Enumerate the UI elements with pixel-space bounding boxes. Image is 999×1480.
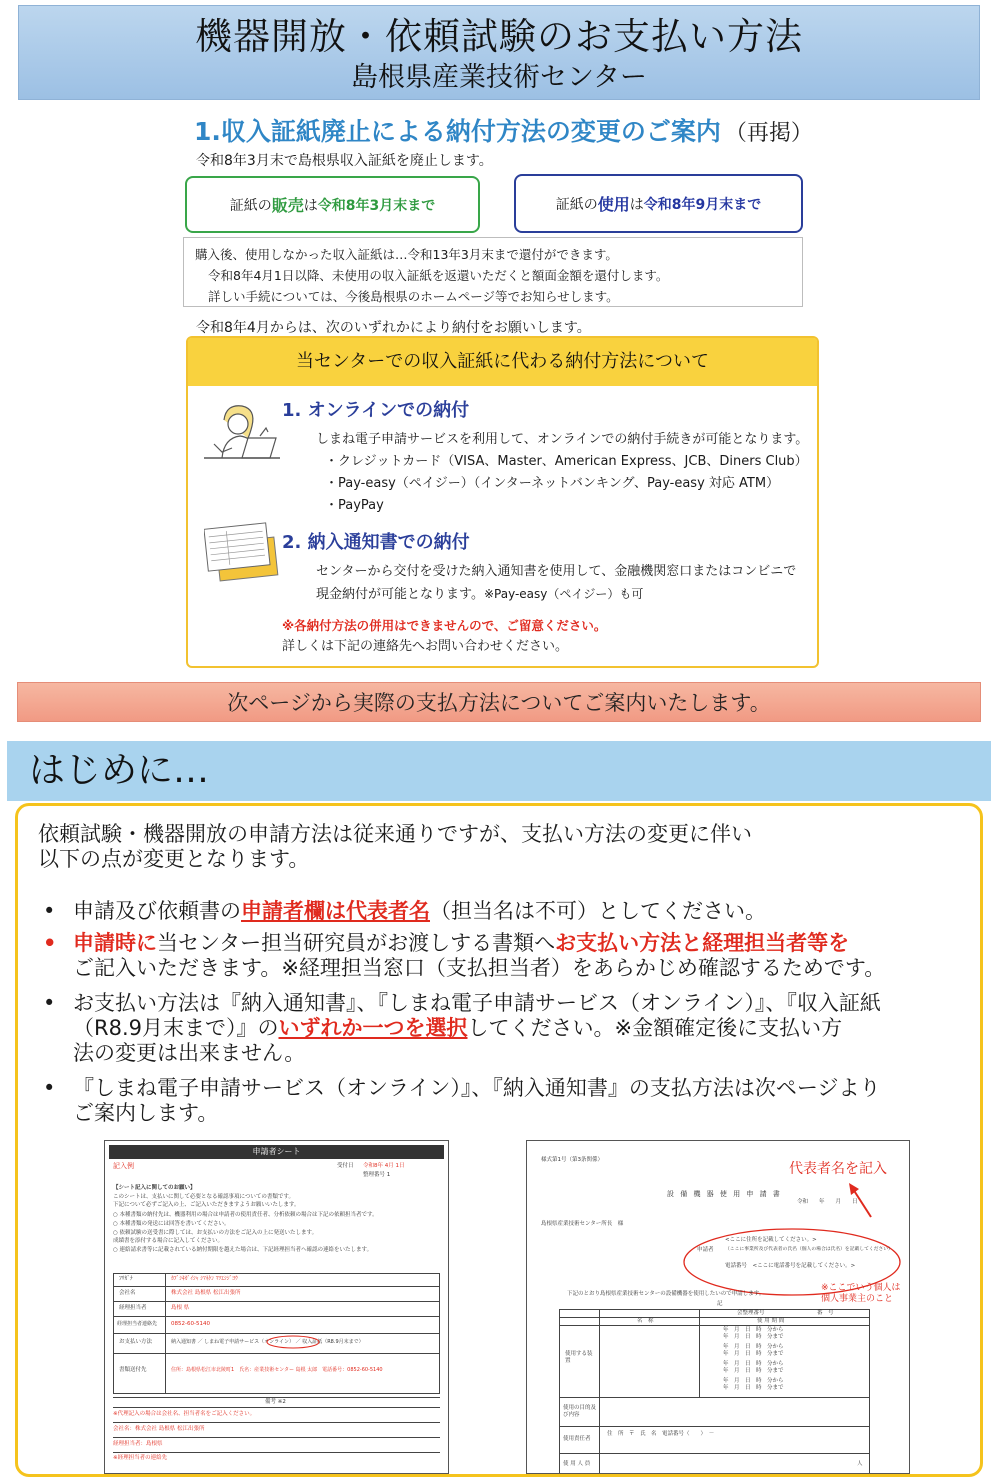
form-doc-title: 設 備 機 器 使 用 申 請 書 (667, 1190, 782, 1198)
combination-warning: ※各納付方法の併用はできませんので、ご留意ください。 (282, 618, 607, 633)
form-footnote: ※経理担当者の連絡先 (113, 1455, 168, 1461)
form-row-value: 0852-60-5140 (171, 1321, 210, 1327)
applicant-label: 申請者 (697, 1247, 714, 1253)
online-method-line: ・クレジットカード（VISA、Master、American Express、JCB、Diners Club） (325, 454, 808, 469)
refund-info-box (183, 237, 803, 307)
form-row-label: 書類送付先 (119, 1367, 147, 1373)
bullet-item: • お支払い方法は『納入通知書』、『しまね電子申請サービス（オンライン）』、『収入証紙 （R8.9月末まで）』のいずれか一つを選択してください。※金額確定後に支払い方 法の変更は出来ません。 (43, 991, 881, 1065)
section1-title-suffix: （再掲） (724, 121, 813, 146)
form-row-label: お支払い方法 (119, 1339, 153, 1345)
bullet-item: • 『しまね電子申請サービス（オンライン）』、『納入通知書』の支払方法は次ページより ご案内します。 (43, 1076, 881, 1125)
receipt-date: 令和8年 4月 1日 (363, 1163, 405, 1169)
bullet-dot: • (43, 931, 57, 955)
online-method-line: ・Pay-easy（ペイジー）（インターネットバンキング、Pay-easy 対応 ATM） (325, 476, 780, 491)
sheet-note-title: 【シート記入に関してのお願い】 (113, 1185, 196, 1191)
sheet-note: ○ 本種書類の納付先は、機器利用の場合は申請者の使用責任者、分析依頼の場合は下記の依頼担当者です。 (113, 1212, 378, 1218)
form-row-label: 経理担当者連絡先 (117, 1321, 158, 1327)
form-footnote: 経理担当者：島根県 (113, 1441, 163, 1447)
section1-intro: 令和8年3月末で島根県収入証紙を廃止します。 (196, 153, 493, 169)
applicant-sheet-sample (104, 1140, 449, 1474)
form-ki: 記 (717, 1301, 723, 1307)
section1-title: 1.収入証紙廃止による納付方法の変更のご案内 （再掲） (194, 117, 813, 146)
tel-placeholder: 電話番号 <ここに電話番号を記載してください。> (725, 1263, 856, 1269)
col-number: 番 号 (817, 1310, 834, 1316)
sheet-note: 成績書を添付する場合に記入してください。 (113, 1238, 224, 1244)
online-method-title: 1. オンラインでの納付 (282, 400, 470, 421)
address-placeholder: <ここに住所を記載してください。> (725, 1237, 817, 1243)
form-addressee: 島根県産業技術センター所長 様 (541, 1221, 624, 1227)
form-row-label: 経理担当者 (119, 1305, 147, 1311)
intro-lead: 以下の点が変更となります。 (38, 847, 310, 871)
contact-text: 詳しくは下記の連絡先へお問い合わせください。 (282, 639, 569, 654)
period-row: 年 月 日 時 分から (723, 1344, 784, 1350)
sheet-note: ○ 連絡請求書等に記載されている納付期限を越えた場合は、下記経理担当者へ確認の連絡をいたします。 (113, 1247, 373, 1253)
online-method-line: ・PayPay (325, 498, 384, 513)
period-row: 年 月 日 時 分まで (723, 1385, 784, 1391)
equipment-application-sample (526, 1140, 910, 1474)
form-doc-number: 様式第1号（第3条関係） (541, 1157, 603, 1163)
notice-method-line: 現金納付が可能となります。※Pay-easy（ペイジー）も可 (316, 587, 644, 602)
manager-fields: 住 所 〒 氏 名 電話番号（ ） － (607, 1431, 715, 1437)
reference-number: 整理番号 1 (363, 1172, 391, 1178)
purpose-label: 使用の目的及び内容 (563, 1405, 597, 1418)
payment-methods-box (186, 336, 819, 668)
form-row-value: 株式会社 島根県 松江出張所 (171, 1290, 241, 1296)
period-row: 年 月 日 時 分から (723, 1378, 784, 1384)
refund-line: 詳しい手続については、今後島根県のホームページ等でお知らせします。 (208, 289, 619, 304)
sheet-note: このシートは、支払いに関して必要となる確認事項についての書類です。 (113, 1194, 294, 1200)
sheet-note: ○ 依頼試験の送受書に際しては、お支払いの方法をご記入の上に発送いたします。 (113, 1230, 318, 1236)
bullet-item: • 申請時に当センター担当研究員がお渡しする書類へお支払い方法と経理担当者等を ご記入いただきます。※経理担当窓口（支払担当者）をあらかじめ確認するためです。 (43, 931, 886, 980)
notice-method-line: センターから交付を受けた納入通知書を使用して、金融機関窓口またはコンビニで (316, 564, 797, 579)
bullet-dot: • (43, 899, 56, 923)
form-footnote: ※代理記入の場合は会社名、担当者名をご記入ください。 (113, 1411, 256, 1417)
form-date-line: 令和 年 月 日 (797, 1199, 858, 1205)
manager-label: 使用責任者 (563, 1436, 591, 1442)
form-footnote: 会社名：株式会社 島根県 松江出張所 (113, 1426, 205, 1432)
header-band (18, 5, 980, 100)
example-label: 記入例 (113, 1162, 134, 1170)
payment-slip-icon (204, 522, 280, 582)
applicant-sheet-title: 申請者シート (109, 1145, 444, 1159)
laptop-person-icon (202, 400, 282, 464)
receipt-date-label: 受付日 (337, 1163, 354, 1169)
selected-method-circle (265, 1334, 321, 1350)
callout-representative: 代表者名を記入 (789, 1161, 887, 1177)
bullet-dot: • (43, 991, 56, 1015)
form-row-value: 島根 県 (171, 1305, 190, 1311)
form-row-value: ｶﾌﾞｼｷｶﾞｲｼｬ ｼﾏﾈｹﾝ ﾏﾂｴｼｼﾞﾖｳ (171, 1276, 238, 1282)
form-body-text: 下記のとおり島根県産業技術センターの設備機器を使用したいので申請します。 (567, 1291, 765, 1297)
col-reg: 会整理番号 (737, 1310, 765, 1316)
form-row-value: 納入通知書 ／ しまね電子申請サービス（オンライン） ／ 収入証紙（R8.9月末まで） (171, 1339, 364, 1345)
bullet-item: • 申請及び依頼書の申請者欄は代表者名（担当名は不可）としてください。 (43, 899, 766, 923)
intro-band (7, 741, 991, 801)
payment-methods-heading: 当センターでの収入証紙に代わる納付方法について (188, 338, 817, 386)
callout-arrow-icon (845, 1181, 875, 1221)
period-row: 年 月 日 時 分から (723, 1361, 784, 1367)
period-row: 年 月 日 時 分まで (723, 1368, 784, 1374)
sheet-note: ○ 本種書類の発送には回答を書いてください。 (113, 1221, 230, 1227)
form-row-value: 住所：島根県松江市北陵町1 氏名：産業技術センター 島根 太郎 電話番号：0852-60-5140 (171, 1367, 383, 1373)
remarks-label: 備考 ※2 (265, 1399, 286, 1405)
notice-method-title: 2. 納入通知書での納付 (282, 532, 470, 553)
refund-line: 購入後、使用しなかった収入証紙は…令和13年3月末まで還付ができます。 (195, 247, 618, 262)
intro-lead: 依頼試験・機器開放の申請方法は従来通りですが、支払い方法の変更に伴い (38, 822, 752, 846)
col-period: 使 用 期 間 (757, 1318, 785, 1324)
equipment-label: 使用する装置 (565, 1351, 593, 1364)
users-unit: 人 (857, 1461, 863, 1467)
individual-note: ※ここでいう個人は個人事業主のこと (821, 1283, 901, 1304)
users-label: 使 用 人 員 (563, 1461, 591, 1467)
sale-deadline-box: 証紙の 販売 は 令和8年3月末まで (185, 176, 480, 233)
period-row: 年 月 日 時 分まで (723, 1351, 784, 1357)
use-deadline-box: 証紙の 使用 は 令和8年9月末まで (514, 174, 803, 233)
payeasy-note: ※Pay-easy（ペイジー）も可 (483, 587, 644, 601)
form-row-label: ﾌﾘｶﾞﾅ (119, 1276, 133, 1282)
page-title: 機器開放・依頼試験のお支払い方法 (195, 15, 803, 58)
sheet-note: 下記について必ずご記入の上、ご記入いただきますようお願いいたします。 (113, 1202, 300, 1208)
name-placeholder: （ここに事業所及び代表者の氏名（個人の場合は氏名）を記載してください） (725, 1247, 893, 1252)
period-row: 年 月 日 時 分まで (723, 1334, 784, 1340)
intro-title: はじめに… (29, 750, 210, 791)
page-subtitle: 島根県産業技術センター (351, 62, 647, 93)
bullet-dot: • (43, 1076, 56, 1100)
online-method-line: しまね電子申請サービスを利用して、オンラインでの納付手続きが可能となります。 (316, 432, 809, 447)
refund-line: 令和8年4月1日以降、未使用の収入証紙を返還いただくと額面金額を還付します。 (208, 268, 669, 283)
form-row-label: 会社名 (119, 1290, 136, 1296)
period-row: 年 月 日 時 分から (723, 1327, 784, 1333)
from-april-text: 令和8年4月からは、次のいずれかにより納付をお願いします。 (196, 320, 591, 336)
next-page-band: 次ページから実際の支払方法についてご案内いたします。 (17, 682, 981, 722)
col-name: 名 称 (637, 1318, 654, 1324)
